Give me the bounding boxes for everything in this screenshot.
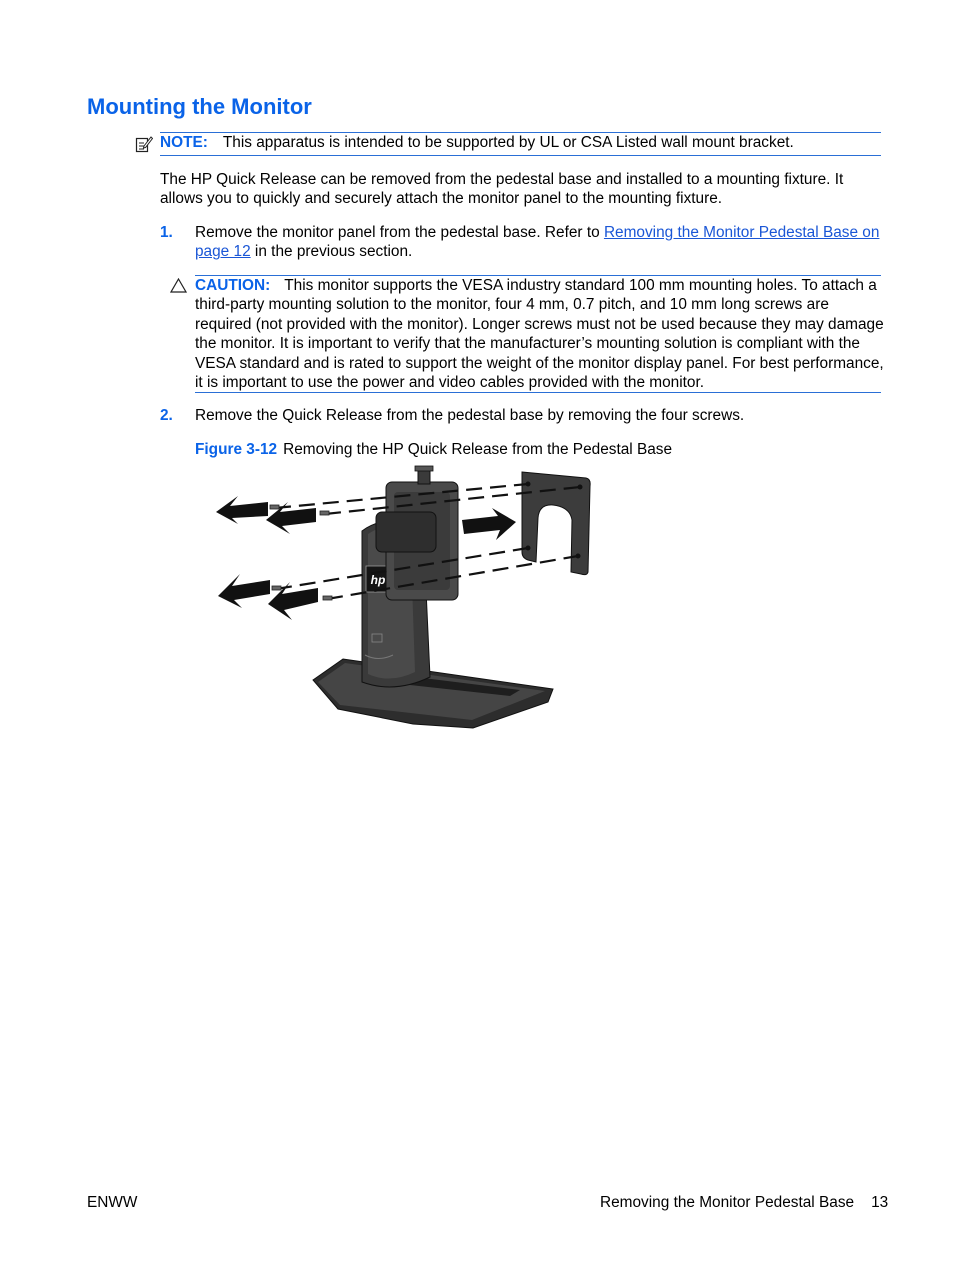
hp-logo-text: hp	[370, 573, 386, 587]
arrow-left-lower-outer	[218, 574, 270, 608]
step-1-text-before: Remove the monitor panel from the pedestal base. Refer to	[195, 224, 604, 241]
arrow-left-upper-outer	[216, 496, 268, 524]
caution-rule-bottom	[195, 392, 881, 393]
figure-caption	[195, 440, 672, 459]
caution-text: This monitor supports the VESA industry standard 100 mm mounting holes. To attach a third-party mounting solution to the monitor, four 4 mm, 0.7 pitch, and 10 mm long screws are required (not provided with the monitor). Longer screws must not be used because they may damage the monitor. It is important to verify that the manufacturer’s mounting solution is compliant with the VESA standard and is rated to support the weight of the monitor display panel. For best performance, it is important to use the power and video cables provided with the monitor.	[195, 277, 884, 392]
section-title: Mounting the Monitor	[87, 94, 312, 119]
footer-left: ENWW	[87, 1194, 138, 1211]
caution	[195, 276, 885, 392]
arrow-right	[462, 508, 516, 540]
figure-caption-text: Removing the HP Quick Release from the Pedestal Base	[283, 441, 673, 458]
caution-label: CAUTION:	[195, 277, 271, 294]
monitor-stand-illustration	[210, 462, 600, 732]
step-1-text	[195, 223, 881, 262]
cross-reference-link[interactable]: Removing the Monitor Pedestal Base on page 12	[195, 224, 880, 261]
note-text: This apparatus is intended to be supported by UL or CSA Listed wall mount bracket.	[222, 134, 794, 151]
caution-icon	[170, 278, 187, 293]
intro-paragraph: The HP Quick Release can be removed from the pedestal base and installed to a mounting fixture. It allows you to quickly and securely attach the monitor panel to the mounting fixture.	[160, 171, 844, 208]
step-1-number: 1.	[160, 224, 173, 241]
step-1-text-after: in the previous section.	[250, 243, 413, 261]
note-rule-bottom	[160, 155, 881, 156]
page-number: 13	[871, 1194, 889, 1211]
footer-right	[600, 1193, 888, 1212]
step-2-text: Remove the Quick Release from the pedestal base by removing the four screws.	[195, 407, 745, 424]
note-icon	[135, 135, 153, 153]
figure-label: Figure 3-12	[195, 441, 278, 458]
footer-section: Removing the Monitor Pedestal Base	[600, 1194, 855, 1211]
note	[160, 133, 794, 152]
step-2-number: 2.	[160, 407, 173, 424]
note-label: NOTE:	[160, 134, 208, 151]
